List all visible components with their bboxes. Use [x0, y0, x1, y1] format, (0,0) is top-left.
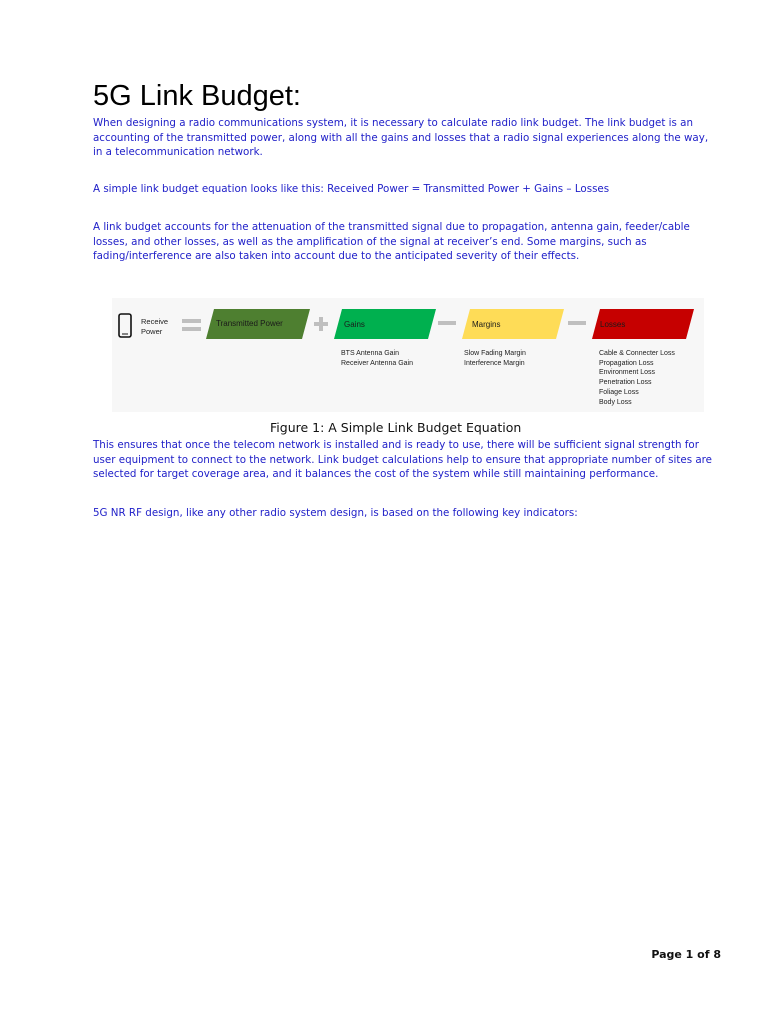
page-title: 5G Link Budget:: [93, 80, 301, 112]
accounts-paragraph: A link budget accounts for the attenuation of the transmitted signal due to propagation, antenna gain, feeder/cable losses, and other losses, as well as the amplification of the signal at receiver’s end. Some margins, such as fading/interference are also taken into account due to the anticipated severity of their effects.: [93, 221, 690, 263]
losses-list-item: Propagation Loss: [599, 359, 654, 367]
losses-list: [599, 349, 675, 407]
link-budget-figure: [112, 298, 704, 412]
losses-list-item: Penetration Loss: [599, 379, 652, 387]
gains-list-item: Receiver Antenna Gain: [341, 359, 413, 367]
losses-list-item: Foliage Loss: [599, 388, 639, 396]
margins-label: Margins: [472, 320, 501, 329]
gains-list-item: BTS Antenna Gain: [341, 350, 399, 357]
losses-list-item: Cable & Connecter Loss: [599, 350, 675, 357]
plus-sign-icon: [314, 317, 328, 331]
phone-icon: [119, 314, 131, 337]
receive-label-line1: Receive: [141, 317, 169, 326]
margins-list-item: Interference Margin: [464, 359, 525, 367]
ensures-paragraph: This ensures that once the telecom network is installed and is ready to use, there will be sufficient signal strength for user equipment to connect to the network. Link budget calculations help to ensure that appropriate number of sites are selected for target coverage area, and it balances the cost of the system while still maintaining performance.: [93, 439, 713, 481]
losses-list-item: Environment Loss: [599, 369, 656, 377]
gains-list: [341, 349, 413, 368]
intro-paragraph: When designing a radio communications system, it is necessary to calculate radio link budget. The link budget is an accounting of the transmitted power, along with all the gains and losses that a radio signal experiences along the way, in a telecommunication network.: [93, 117, 709, 159]
equation-paragraph: A simple link budget equation looks like this: Received Power = Transmitted Power + Gains – Losses: [93, 183, 610, 195]
indicators-paragraph: 5G NR RF design, like any other radio system design, is based on the following key indicators:: [93, 507, 578, 519]
gains-label: Gains: [344, 320, 365, 329]
transmitted-power-label: Transmitted Power: [216, 319, 283, 328]
receive-label-line2: Power: [141, 327, 163, 336]
losses-list-item: Body Loss: [599, 398, 632, 406]
margins-list: [464, 349, 526, 368]
minus-sign-icon: [438, 321, 456, 325]
minus-sign-icon-2: [568, 321, 586, 325]
equals-sign-icon: [182, 319, 201, 331]
figure-caption: Figure 1: A Simple Link Budget Equation: [270, 420, 522, 435]
losses-label: Losses: [600, 320, 626, 329]
page-number: Page 1 of 8: [651, 948, 721, 961]
margins-list-item: Slow Fading Margin: [464, 350, 526, 357]
